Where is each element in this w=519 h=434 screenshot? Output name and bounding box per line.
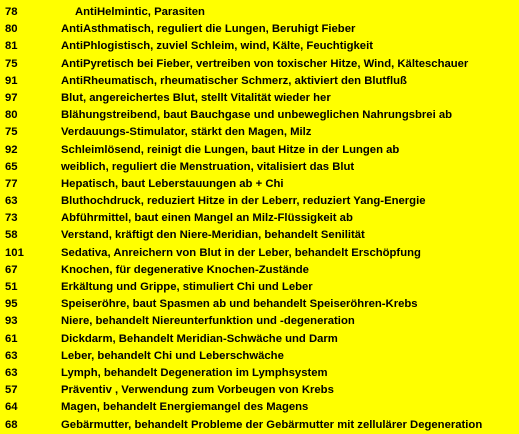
item-description: AntiPyretisch bei Fieber, vertreiben von toxischer Hitze, Wind, Kälteschauer (61, 57, 469, 70)
item-value: 63 (5, 366, 18, 379)
list-item (0, 227, 519, 244)
list-item (0, 176, 519, 193)
item-description: Leber, behandelt Chi und Leberschwäche (61, 349, 284, 362)
item-value: 67 (5, 263, 18, 276)
list-item (0, 107, 519, 124)
item-value: 92 (5, 143, 18, 156)
list-item (0, 313, 519, 330)
value-list (0, 4, 519, 434)
item-value: 63 (5, 349, 18, 362)
item-description: Schleimlösend, reinigt die Lungen, baut Hitze in der Lungen ab (61, 143, 400, 156)
item-description: AntiPhlogistisch, zuviel Schleim, wind, Kälte, Feuchtigkeit (61, 40, 373, 53)
list-item (0, 296, 519, 313)
item-value: 64 (5, 401, 18, 414)
item-value: 75 (5, 57, 18, 70)
list-item (0, 56, 519, 73)
item-value: 80 (5, 23, 18, 36)
item-description: Blut, angereichertes Blut, stellt Vitalität wieder her (61, 91, 331, 104)
item-value: 61 (5, 332, 18, 345)
item-value: 95 (5, 298, 18, 311)
item-description: weiblich, reguliert die Menstruation, vitalisiert das Blut (61, 160, 355, 173)
item-description: Magen, behandelt Energiemangel des Magens (61, 401, 309, 414)
item-value: 77 (5, 177, 18, 190)
item-value: 68 (5, 418, 18, 431)
item-description: Erkältung und Grippe, stimuliert Chi und Leber (61, 281, 313, 293)
item-description: Abführmittel, baut einen Mangel an Milz-Flüssigkeit ab (61, 212, 353, 225)
list-item (0, 38, 519, 55)
item-description: AntiHelmintic, Parasiten (75, 6, 205, 18)
item-value: 93 (5, 315, 18, 328)
item-value: 91 (5, 74, 18, 87)
item-value: 101 (5, 246, 24, 259)
list-item (0, 382, 519, 399)
item-description: Lymph, behandelt Degeneration im Lymphsystem (61, 366, 328, 379)
list-item (0, 365, 519, 382)
item-description: Verstand, kräftigt den Niere-Meridian, behandelt Senilität (61, 229, 365, 242)
item-value: 51 (5, 281, 18, 293)
list-item (0, 245, 519, 262)
item-description: Blähungstreibend, baut Bauchgase und unbeweglichen Nahrungsbrei ab (61, 109, 453, 122)
list-item (0, 124, 519, 141)
item-value: 63 (5, 195, 18, 208)
list-item (0, 262, 519, 279)
item-description: Speiseröhre, baut Spasmen ab und behandelt Speiseröhren-Krebs (61, 298, 418, 311)
item-value: 58 (5, 229, 18, 242)
list-item (0, 73, 519, 90)
item-value: 80 (5, 109, 18, 122)
list-item (0, 348, 519, 365)
item-description: Hepatisch, baut Leberstauungen ab + Chi (61, 177, 284, 190)
item-description: Sedativa, Anreichern von Blut in der Leber, behandelt Erschöpfung (61, 246, 421, 259)
item-description: AntiAsthmatisch, reguliert die Lungen, Beruhigt Fieber (61, 23, 356, 36)
list-item (0, 142, 519, 159)
item-description: Dickdarm, Behandelt Meridian-Schwäche und Darm (61, 332, 338, 345)
item-description: Bluthochdruck, reduziert Hitze in der Leberr, reduziert Yang-Energie (61, 195, 426, 208)
item-value: 81 (5, 40, 18, 53)
item-description: Niere, behandelt Niereunterfunktion und -degeneration (61, 315, 355, 328)
item-value: 97 (5, 91, 18, 104)
item-description: Gebärmutter, behandelt Probleme der Gebärmutter mit zellulärer Degeneration (61, 418, 483, 431)
list-item (0, 193, 519, 210)
item-value: 65 (5, 160, 18, 173)
item-description: Präventiv , Verwendung zum Vorbeugen von Krebs (61, 384, 334, 397)
item-value: 75 (5, 126, 18, 139)
item-description: Knochen, für degenerative Knochen-Zustände (61, 263, 309, 276)
list-item (0, 399, 519, 416)
list-item (0, 417, 519, 434)
item-value: 73 (5, 212, 18, 225)
list-item (0, 21, 519, 38)
item-description: Verdauungs-Stimulator, stärkt den Magen, Milz (61, 126, 312, 139)
list-item (0, 90, 519, 107)
list-item (0, 210, 519, 227)
list-item (0, 331, 519, 348)
item-description: AntiRheumatisch, rheumatischer Schmerz, aktiviert den Blutfluß (61, 74, 407, 87)
list-item (0, 159, 519, 176)
list-item (0, 279, 519, 296)
list-item (0, 4, 519, 21)
item-value: 78 (5, 6, 18, 18)
item-value: 57 (5, 384, 18, 397)
